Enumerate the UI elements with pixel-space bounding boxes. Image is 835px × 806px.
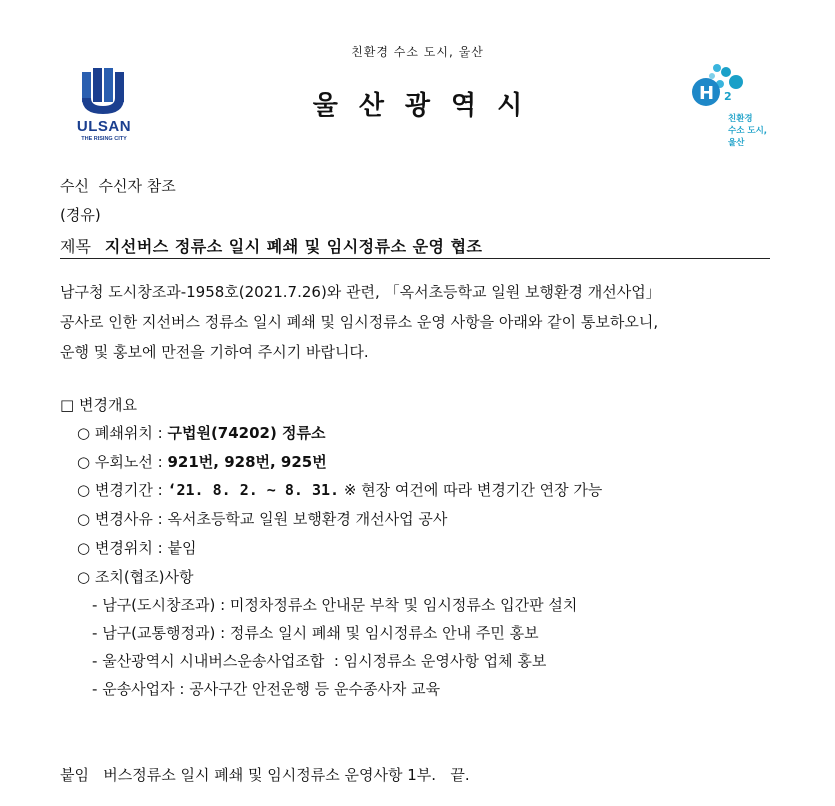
svg-text:2: 2 bbox=[724, 90, 732, 103]
section-heading bbox=[60, 394, 137, 415]
item-label: 폐쇄위치 bbox=[94, 424, 153, 442]
list-item bbox=[77, 479, 602, 500]
item-label: 우회노선 bbox=[94, 453, 153, 471]
item-separator: : bbox=[157, 539, 163, 557]
sub-list-item bbox=[92, 678, 440, 699]
hydrogen-city-logo bbox=[690, 62, 770, 157]
checkbox-square-icon: □ bbox=[60, 396, 75, 414]
item-value: 붙임 bbox=[167, 539, 197, 557]
subject-divider bbox=[60, 258, 770, 259]
logo-line-2: 수소 도시, bbox=[728, 126, 768, 136]
body-line: 운행 및 홍보에 만전을 기하여 주시기 바랍니다. bbox=[60, 343, 369, 361]
item-value: 구법원(74202) 정류소 bbox=[167, 424, 326, 442]
circle-bullet-icon: ○ bbox=[77, 568, 91, 586]
item-note: ※ 현장 여건에 따라 변경기간 연장 가능 bbox=[343, 481, 603, 499]
list-item bbox=[77, 537, 196, 558]
recipient-value: 수신자 참조 bbox=[98, 177, 176, 195]
logo-name: ULSAN bbox=[76, 118, 132, 135]
body-line: 남구청 도시창조과-1958호(2021.7.26)와 관련, 「옥서초등학교 일원 보행환경 개선사업」 bbox=[60, 283, 661, 301]
via-line: (경유) bbox=[60, 206, 101, 224]
dash-marker: - bbox=[92, 680, 98, 698]
sub-list-item bbox=[92, 650, 546, 671]
item-label: 변경위치 bbox=[94, 539, 153, 557]
circle-bullet-icon: ○ bbox=[77, 424, 91, 442]
item-value: 921번, 928번, 925번 bbox=[167, 453, 327, 471]
sub-item-text: 남구(교통행정과) : 정류소 일시 폐쇄 및 임시정류소 안내 주민 홍보 bbox=[102, 624, 539, 642]
circle-bullet-icon: ○ bbox=[77, 510, 91, 528]
sub-item-text: 울산광역시 시내버스운송사업조합 : 임시정류소 운영사항 업체 홍보 bbox=[102, 652, 547, 670]
dash-marker: - bbox=[92, 596, 98, 614]
body-paragraph bbox=[60, 277, 780, 367]
item-separator: : bbox=[157, 453, 163, 471]
sub-list-item bbox=[92, 622, 539, 643]
sub-item-text: 운송사업자 : 공사구간 안전운행 등 운수종사자 교육 bbox=[102, 680, 441, 698]
body-line: 공사로 인한 지선버스 정류소 일시 폐쇄 및 임시정류소 운영 사항을 아래와 같이 통보하오니, bbox=[60, 313, 659, 331]
item-label: 변경사유 bbox=[94, 510, 153, 528]
dash-marker: - bbox=[92, 652, 98, 670]
circle-bullet-icon: ○ bbox=[77, 481, 91, 499]
item-label: 변경기간 bbox=[94, 481, 153, 499]
page-title: 울산광역시 bbox=[312, 91, 544, 121]
item-value-period: ‘21. 8. 2. ~ 8. 31. bbox=[167, 481, 340, 499]
item-separator: : bbox=[157, 424, 163, 442]
item-value: 옥서초등학교 일원 보행환경 개선사업 공사 bbox=[167, 510, 448, 528]
item-separator: : bbox=[157, 481, 163, 499]
circle-bullet-icon: ○ bbox=[77, 539, 91, 557]
svg-text:H: H bbox=[699, 83, 715, 104]
recipient-label: 수신 bbox=[60, 177, 89, 195]
logo-line-1: 친환경 bbox=[728, 114, 753, 124]
logo-tagline: THE RISING CITY bbox=[81, 136, 127, 142]
list-item bbox=[77, 451, 327, 472]
item-label: 조치(협조)사항 bbox=[94, 568, 194, 586]
subject-value: 지선버스 정류소 일시 폐쇄 및 임시정류소 운영 협조 bbox=[104, 237, 483, 256]
item-separator: : bbox=[157, 510, 163, 528]
sub-item-text: 남구(도시창조과) : 미정차정류소 안내문 부착 및 임시정류소 입간판 설치 bbox=[102, 596, 578, 614]
logo-line-3: 울산 bbox=[728, 138, 745, 148]
attachment-text: 버스정류소 일시 폐쇄 및 임시정류소 운영사항 1부. bbox=[103, 766, 437, 784]
circle-bullet-icon: ○ bbox=[77, 453, 91, 471]
end-mark: 끝. bbox=[450, 766, 470, 784]
sub-list-item bbox=[92, 594, 577, 615]
subject-line bbox=[60, 234, 483, 257]
section-title: 변경개요 bbox=[78, 396, 137, 414]
list-item bbox=[77, 422, 326, 443]
recipient-line bbox=[60, 175, 176, 196]
dash-marker: - bbox=[92, 624, 98, 642]
list-item bbox=[77, 508, 447, 529]
list-item bbox=[77, 566, 194, 587]
subject-label: 제목 bbox=[60, 237, 91, 256]
attachment-label: 붙임 bbox=[60, 766, 89, 784]
slogan: 친환경 수소 도시, 울산 bbox=[351, 45, 484, 59]
attachment-line bbox=[60, 764, 470, 785]
